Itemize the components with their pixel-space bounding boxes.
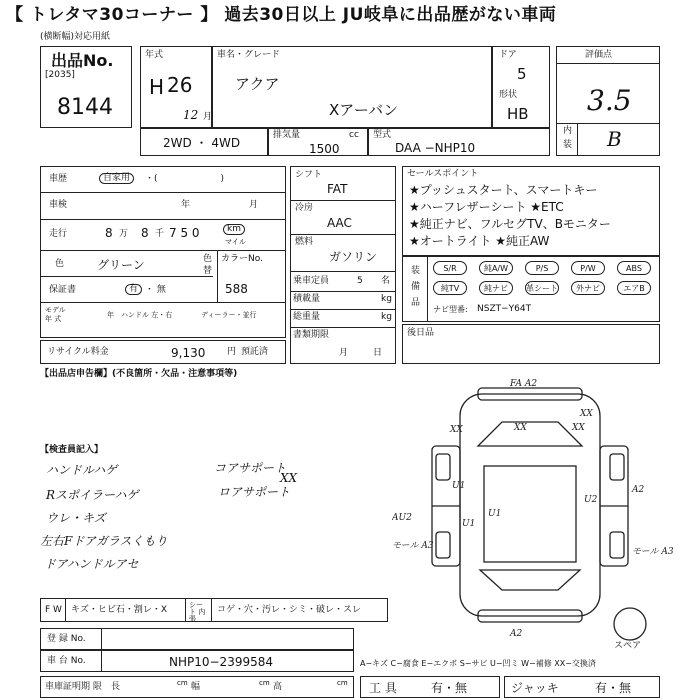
diagram-mark-8: U2: [584, 495, 598, 505]
wheel-rr: [610, 532, 624, 558]
inspector-label: 【検査員記入】: [40, 445, 104, 455]
inspector-note-2: Rスポイラーハゲ: [46, 488, 139, 502]
mileage-man: 8: [105, 226, 113, 240]
color-change-1: 色: [203, 254, 213, 264]
equip-abs: ABS: [617, 261, 651, 275]
registration-day: 日: [373, 348, 383, 358]
capacity-value: 5: [357, 276, 363, 286]
equipment-box: [402, 256, 660, 322]
fuel-value: ガソリン: [329, 250, 378, 264]
cert-a: 長: [111, 682, 121, 692]
color-value: グリーン: [97, 258, 145, 272]
equipment-label-2: 備: [411, 282, 421, 292]
jack-value: 有・無: [595, 681, 632, 695]
mileage-unit: km: [223, 224, 245, 235]
wheel-fl: [436, 454, 450, 480]
spare-label: スペア: [614, 641, 642, 651]
displacement-value: 1500: [309, 142, 340, 156]
warranty-value: 有: [125, 284, 142, 295]
cert-e: 高: [273, 682, 283, 692]
car-diagram: [392, 376, 682, 646]
equip-airbag: エアB: [617, 281, 651, 295]
mileage-sen-unit: 千: [155, 229, 165, 239]
equip-pw: P/W: [571, 261, 605, 275]
drive-box: [140, 128, 268, 156]
chassis-label: 車 台 No.: [47, 656, 86, 666]
inspector-note-right-2: ロアサポート: [218, 485, 291, 499]
diagram-mark-5: XX: [580, 409, 593, 419]
model-year-label-2: 年 式: [45, 315, 62, 323]
lot-code: [2035]: [45, 70, 75, 80]
displacement-box: [268, 128, 368, 156]
fw-items: キズ・ヒビ石・割レ・X: [71, 605, 167, 615]
sales-line-2: ★ハーフレザーシート ★ETC: [409, 200, 564, 214]
year-month-unit: 月: [203, 112, 213, 122]
interior-label-1: 内: [563, 126, 573, 136]
inspection-label: 車検: [49, 200, 68, 210]
equip-ext-nav: 外ナビ: [571, 281, 605, 295]
inspector-note-right-1: コアサポート: [214, 461, 287, 475]
inspector-note-3: ウレ・キズ: [46, 511, 106, 525]
grade-box: [556, 46, 660, 156]
grade-label: 評価点: [585, 50, 613, 60]
car-label: 車名・グレード: [217, 50, 281, 60]
mileage-unit-2: マイル: [225, 238, 246, 246]
wheel-fr: [610, 454, 624, 480]
diagram-mark-14: A2: [510, 629, 523, 639]
nav-model: NSZT−Y64T: [477, 304, 532, 314]
lot-box: [40, 46, 132, 128]
diagram-mark-10: AU2: [392, 513, 412, 523]
recycle-status: 預託済: [241, 347, 269, 357]
year-value: 26: [167, 73, 193, 97]
cert-c: 幅: [191, 682, 201, 692]
inspector-note-4: 左右Fドアガラスくもり: [40, 534, 168, 548]
diagram-mark-6: U1: [452, 481, 466, 491]
sales-line-4: ★オートライト ★純正AW: [409, 234, 550, 248]
report-label: 【出品店申告欄】(不良箇所・欠品・注意事項等): [40, 369, 238, 379]
color-no-label: カラーNo.: [221, 254, 263, 264]
equip-nav: 純ナビ: [479, 281, 513, 295]
fw-label: F W: [45, 605, 62, 615]
diagram-mark-9: A2: [632, 485, 645, 495]
recycle-box: [40, 340, 286, 364]
equip-sr: S/R: [433, 261, 467, 275]
equip-aw: 純A/W: [479, 261, 513, 275]
car-name: アクア: [235, 75, 280, 93]
sales-label: セールスポイント: [407, 169, 479, 179]
tools-label: 工 具: [369, 681, 397, 695]
windshield: [478, 422, 582, 446]
mileage-rest: 7 5 0: [169, 226, 200, 240]
diagram-mark-11: U1: [462, 519, 476, 529]
drive-value: 2WD ・ 4WD: [163, 136, 241, 150]
shift-value: FAT: [327, 182, 348, 196]
doors-value: 5: [517, 65, 527, 83]
history-value: 自家用: [99, 173, 134, 184]
registration-label: 書類期限: [293, 330, 330, 340]
warranty-label: 保証書: [49, 285, 77, 295]
shape-value: HB: [507, 105, 529, 123]
color-no: 588: [225, 282, 248, 296]
lot-number: 8144: [57, 95, 113, 120]
cert-box: [40, 676, 354, 698]
diagram-mark-12: モール A3: [392, 541, 434, 551]
equipment-label-3: 品: [411, 298, 421, 308]
lot-label: 出品No.: [51, 51, 114, 70]
interior-label-2: 装: [563, 140, 573, 150]
fuel-label: 燃料: [295, 237, 314, 247]
shift-label: シフト: [295, 170, 323, 180]
load-label: 積載量: [293, 294, 321, 304]
capacity-unit: 名: [381, 276, 391, 286]
model-year-year: 年: [107, 311, 114, 319]
defects-box: [40, 598, 388, 622]
car-box: [212, 46, 492, 128]
model-value: DAA −NHP10: [395, 141, 476, 155]
model-year-label-1: モデル: [45, 306, 66, 314]
grade-score: 3.5: [587, 84, 632, 117]
recycle-label: リサイクル料金: [47, 347, 109, 357]
reg-box: [40, 628, 354, 650]
jack-box: [504, 676, 660, 698]
history-label: 車歴: [49, 174, 68, 184]
legend: A−キズ C−腐食 E−エクボ S−サビ U−凹ミ W−補修 XX−交換済: [360, 659, 596, 668]
model-box: [368, 128, 550, 156]
recycle-value: 9,130: [171, 346, 206, 360]
cert-d: cm: [259, 679, 270, 687]
history-suffix: ・( ): [145, 174, 225, 184]
year-month: 12: [183, 108, 199, 122]
year-box: [140, 46, 212, 128]
interior-grade: B: [607, 127, 622, 151]
chassis-box: [40, 650, 354, 672]
banner: [0, 0, 700, 30]
diagram-mark-4: XX: [572, 423, 585, 433]
diagram-mark-13: モール A3: [632, 547, 674, 557]
displacement-label: 排気量: [273, 130, 301, 140]
equip-ps: P/S: [525, 261, 559, 275]
load-unit: kg: [381, 294, 392, 304]
capacity-label: 乗車定員: [293, 276, 330, 286]
displacement-unit: cc: [349, 130, 359, 140]
cert-f: cm: [337, 679, 348, 687]
weight-unit: kg: [381, 312, 392, 322]
chassis-value: NHP10−2399584: [169, 655, 274, 669]
model-year-handle: ハンドル 左・右: [121, 311, 173, 319]
notes-box: [402, 324, 660, 364]
inspection-month: 月: [249, 200, 259, 210]
jack-label: ジャッキ: [511, 681, 559, 695]
diagram-mark-3: XX: [514, 423, 527, 433]
tools-value: 有・無: [431, 681, 468, 695]
sales-line-3: ★純正ナビ、フルセグTV、Bモニター: [409, 217, 611, 231]
spare-tire: [614, 608, 646, 640]
model-year-dealer: ディーラー・並行: [201, 311, 257, 319]
sales-line-1: ★プッシュスタート、スマートキー: [409, 183, 598, 197]
ac-value: AAC: [327, 216, 352, 230]
reg-label: 登 録 No.: [47, 634, 86, 644]
inspection-year: 年: [181, 200, 191, 210]
year-era: H: [149, 75, 165, 99]
wheel-rl: [436, 532, 450, 558]
diagram-mark-7: U1: [488, 509, 502, 519]
color-label: 色: [55, 259, 65, 269]
registration-month: 月: [339, 348, 349, 358]
notes-label: 後日品: [407, 328, 435, 338]
cert-b: cm: [177, 679, 188, 687]
detail-left: [40, 166, 286, 338]
equip-leather: 革シート: [525, 281, 559, 295]
mileage-label: 走行: [49, 229, 68, 239]
nav-label: ナビ型番:: [433, 305, 468, 314]
banner-text: 【 トレタマ30コーナー 】 過去30日以上 JU岐阜に出品歴がない車両: [6, 5, 557, 25]
car-grade: Xアーバン: [329, 101, 399, 119]
inspector-note-5: ドアハンドルアセ: [44, 557, 139, 571]
ac-label: 冷房: [295, 203, 314, 213]
subtitle: (横断幅)対応用紙: [40, 32, 111, 42]
doors-label: ドア: [499, 50, 517, 60]
sales-box: [402, 166, 660, 256]
rear-window: [480, 570, 580, 590]
mileage-sen: 8: [141, 226, 149, 240]
diagram-mark-2: XX: [450, 425, 463, 435]
equip-tv: 純TV: [433, 281, 467, 295]
inspector-note-right-3: XX: [280, 471, 298, 485]
doors-box: [492, 46, 550, 128]
warranty-alt: ・ 無: [145, 285, 166, 295]
diagram-mark-1: FA A2: [510, 379, 538, 389]
seat-label: シート 内張: [189, 601, 206, 623]
seat-items: コゲ・穴・汚レ・シミ・破レ・スレ: [217, 605, 362, 615]
cert-label: 車庫証明期 限: [45, 682, 102, 692]
detail-mid: [290, 166, 396, 364]
inspector-note-1: ハンドルハゲ: [46, 463, 118, 477]
year-label: 年式: [145, 50, 164, 60]
weight-label: 総重量: [293, 312, 321, 322]
equipment-label-1: 装: [411, 266, 421, 276]
tools-box: [360, 676, 500, 698]
shape-label: 形状: [499, 90, 518, 100]
color-change-2: 替: [203, 266, 213, 276]
recycle-unit: 円: [227, 347, 237, 357]
mileage-man-unit: 万: [119, 229, 129, 239]
model-label: 型式: [373, 130, 392, 140]
